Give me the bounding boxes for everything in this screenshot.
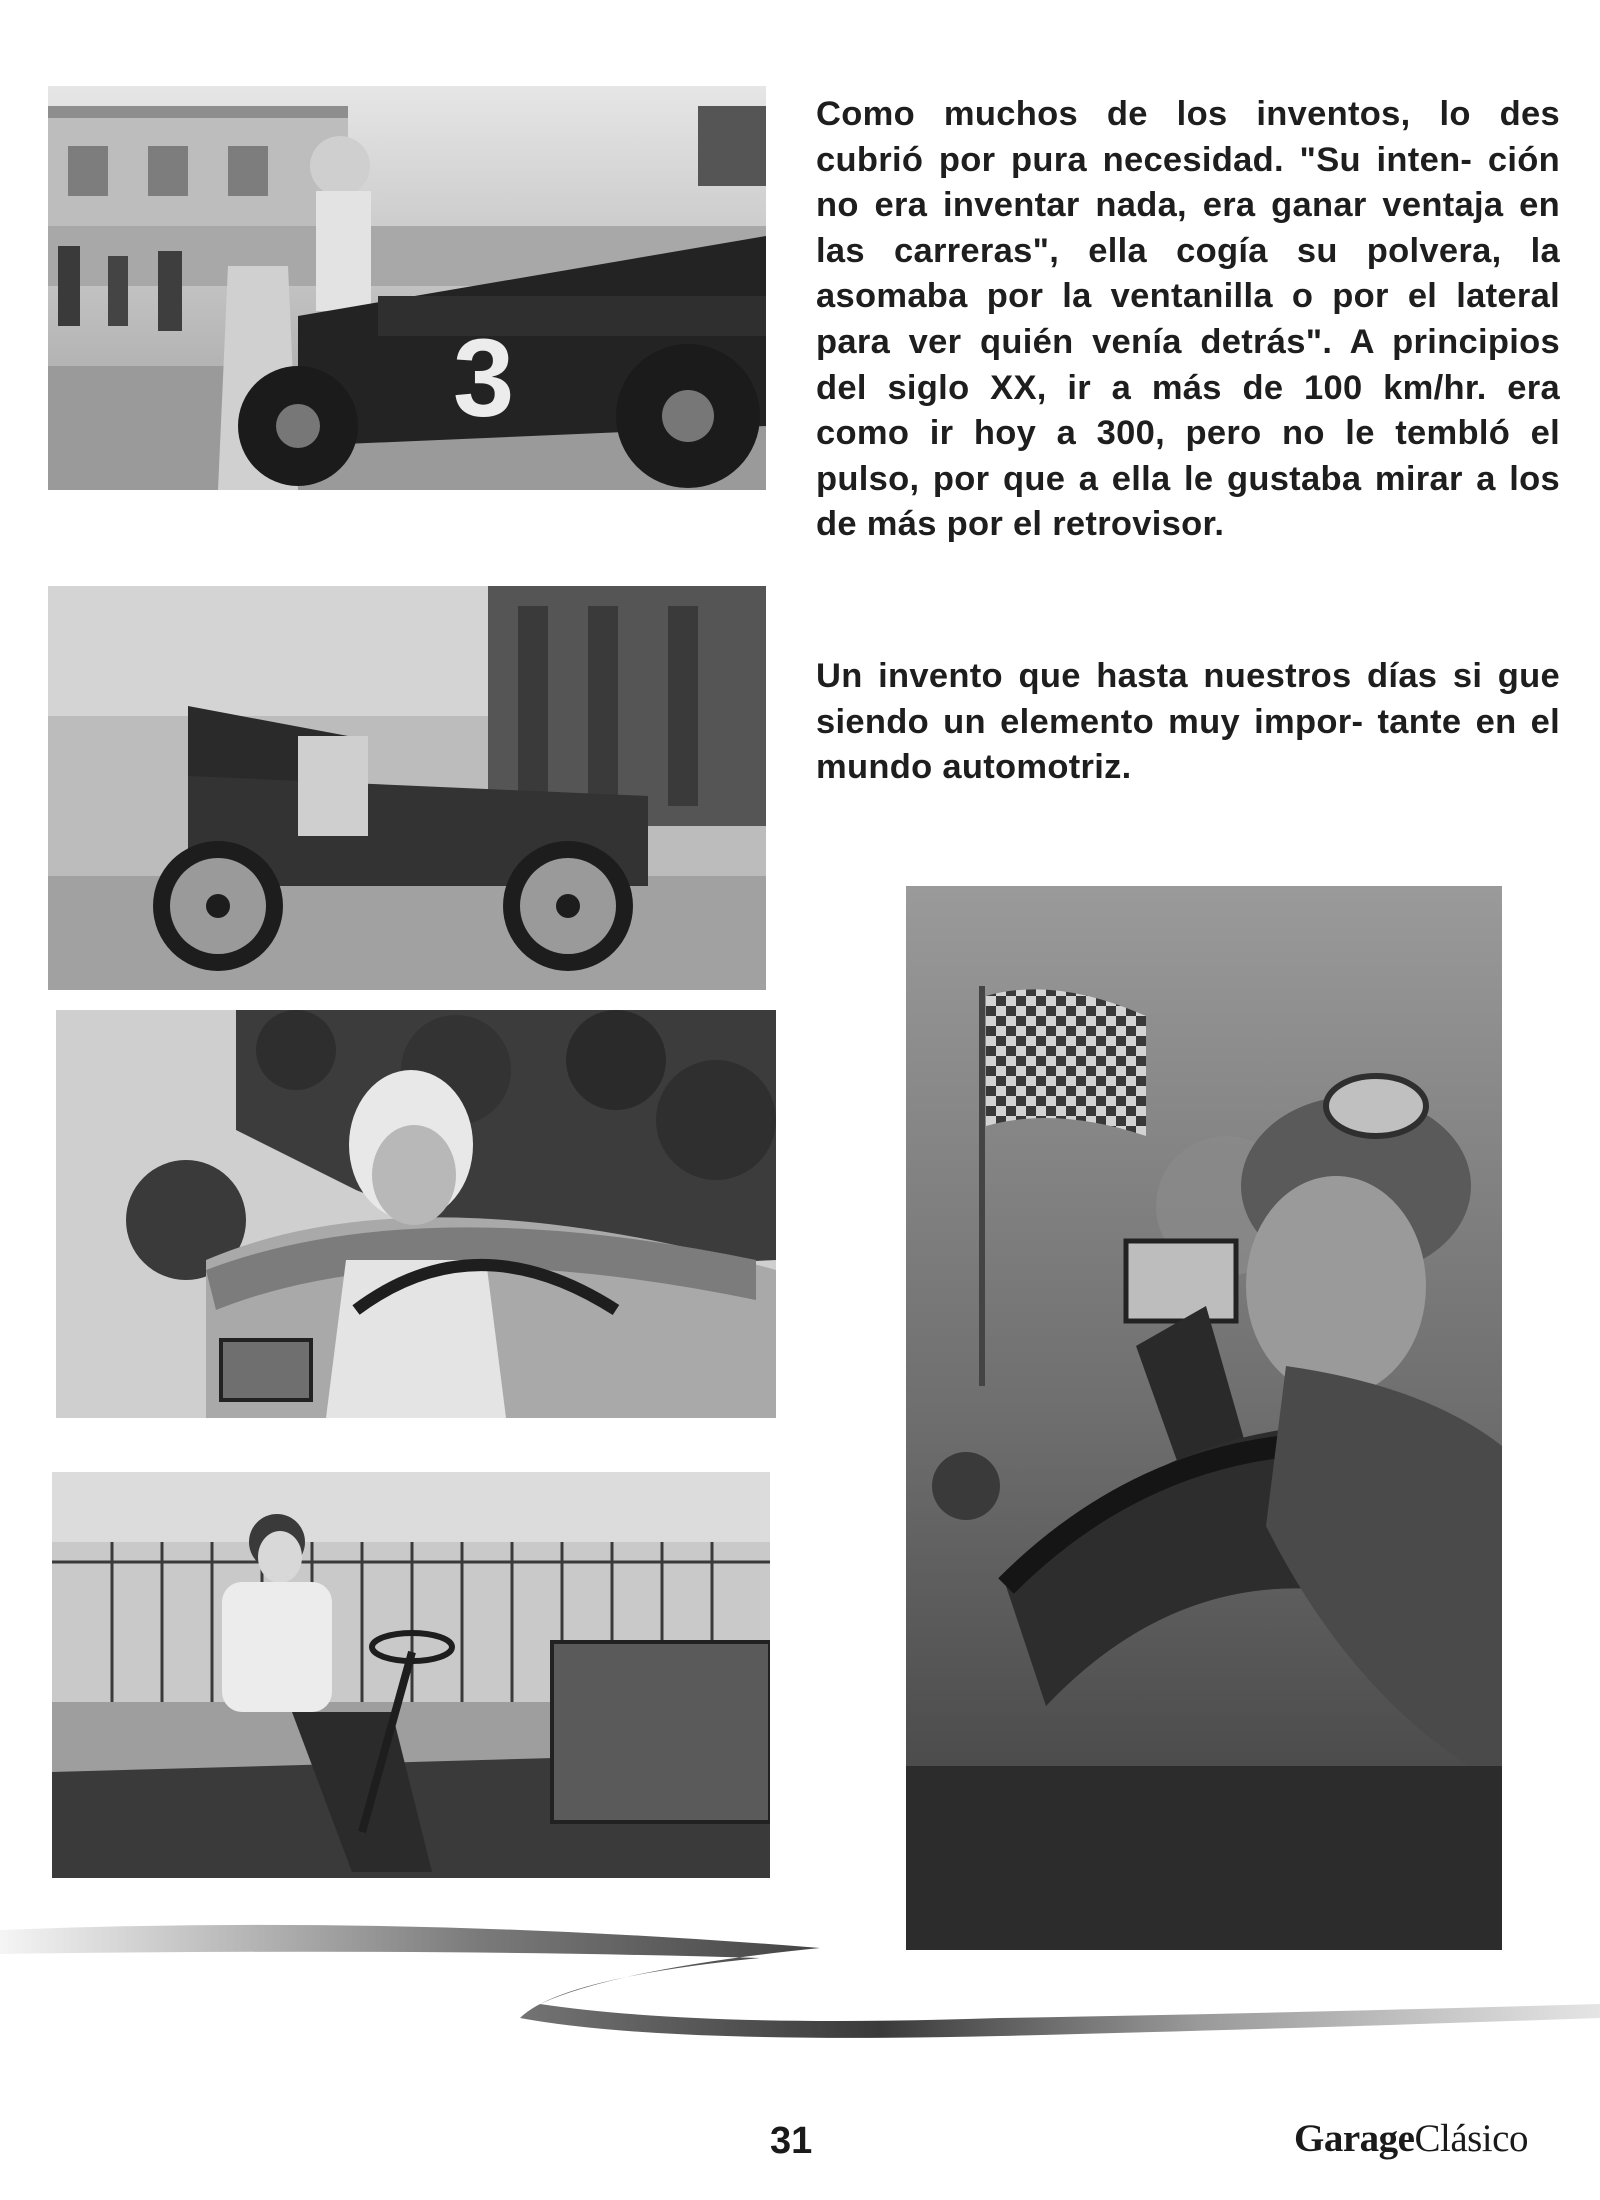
page-number: 31	[770, 2120, 813, 2162]
driver-in-aviator-cap-photo	[56, 1010, 776, 1418]
brand-logo-secondary: Clásico	[1414, 2117, 1528, 2160]
svg-text:3: 3	[453, 317, 515, 440]
decorative-ribbon	[0, 1918, 1600, 2048]
article-paragraph-1: Como muchos de los inventos, lo des cubrió por pura necesidad. "Su inten- ción no era inventar nada, era ganar ventaja en las carreras", ella cogía su polvera, la asomaba por la ventanilla o por el lateral para ver quién venía detrás". A principios del siglo XX, ir a más de 100 km/hr. era como ir hoy a 300, pero no le tembló el pulso, por que a ella le gustaba mirar a los de más por el retrovisor.	[816, 95, 1560, 544]
brand-logo-primary: Garage	[1294, 2117, 1415, 2160]
racer-collage-with-checkered-flag-photo	[906, 886, 1502, 1950]
open-top-vintage-car-photo	[48, 586, 766, 990]
racing-car-number-3-photo	[48, 86, 766, 490]
article-paragraph-2: Un invento que hasta nuestros días si gue siendo un elemento muy impor- tante en el mundo automotriz.	[816, 657, 1560, 787]
brand-logo	[1294, 2116, 1528, 2161]
woman-at-steering-wheel-photo	[52, 1472, 770, 1878]
